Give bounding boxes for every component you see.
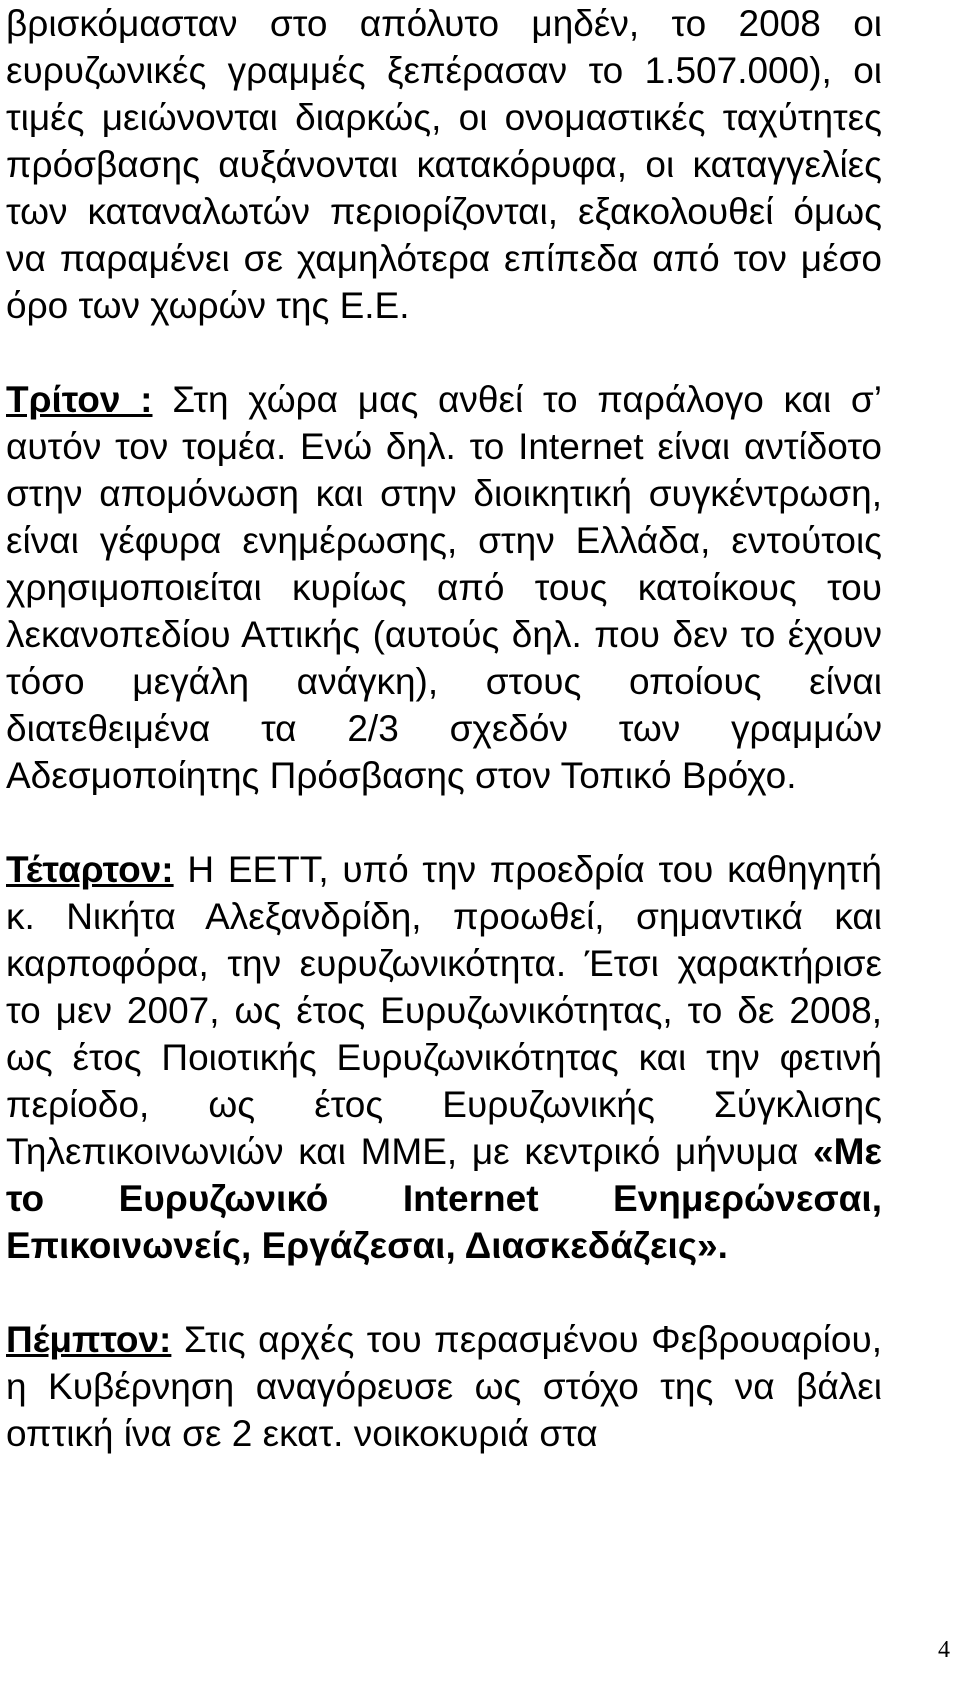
third-paragraph [6, 376, 882, 799]
intro-paragraph [6, 0, 882, 329]
fourth-slogan: «Με το Ευρυζωνικό Internet Ενημερώνεσαι, Επικοινωνείς, Εργάζεσαι, Διασκεδάζεις». [6, 1131, 882, 1266]
intro-text: βρισκόμασταν στο απόλυτο μηδέν, το 2008 οι ευρυζωνικές γραμμές ξεπέρασαν το 1.507.000), οι τιμές μειώνονται διαρκώς, οι ονομαστικές ταχύτητες πρόσβασης αυξάνονται κατακόρυφα, οι καταγγελίες των καταναλωτών περιορίζονται, εξακολουθεί όμως να παραμένει σε χαμηλότερα επίπεδα από τον μέσο όρο των χωρών της Ε.Ε. [6, 3, 882, 326]
third-text: Στη χώρα μας ανθεί το παράλογο και σ’ αυτόν τον τομέα. Ενώ δηλ. το Internet είναι αντίδοτο στην απομόνωση και στην διοικητική συγκέντρωση, είναι γέφυρα ενημέρωσης, στην Ελλάδα, εντούτοις χρησιμοποιείται κυρίως από τους κατοίκους του λεκανοπεδίου Αττικής (αυτούς δηλ. που δεν το έχουν τόσο μεγάλη ανάγκη), στους οποίους είναι διατεθειμένα τα 2/3 σχεδόν των γραμμών Αδεσμοποίητης Πρόσβασης στον Τοπικό Βρόχο. [6, 379, 882, 796]
document-body [6, 0, 882, 1457]
paragraph-gap [6, 1269, 882, 1316]
paragraph-gap [6, 799, 882, 846]
fifth-text: Στις αρχές του περασμένου Φεβρουαρίου, η Κυβέρνηση αναγόρευσε ως στόχο της να βάλει οπτική ίνα σε 2 εκατ. νοικοκυριά στα [6, 1319, 882, 1454]
fifth-paragraph [6, 1316, 882, 1457]
third-label: Τρίτον : [6, 379, 153, 420]
paragraph-gap [6, 329, 882, 376]
fifth-label: Πέμπτον: [6, 1319, 172, 1360]
page-number: 4 [938, 1637, 950, 1663]
fourth-paragraph [6, 846, 882, 1269]
fourth-text: Η ΕΕΤΤ, υπό την προεδρία του καθηγητή κ. Νικήτα Αλεξανδρίδη, προωθεί, σημαντικά και καρποφόρα, την ευρυζωνικότητα. Έτσι χαρακτήρισε το μεν 2007, ως έτος Ευρυζωνικότητας, το δε 2008, ως έτος Ποιοτικής Ευρυζωνικότητας και την φετινή περίοδο, ως έτος Ευρυζωνικής Σύγκλισης Τηλεπικοινωνιών και ΜΜΕ, με κεντρικό μήνυμα [6, 849, 882, 1172]
fourth-label: Τέταρτον: [6, 849, 174, 890]
